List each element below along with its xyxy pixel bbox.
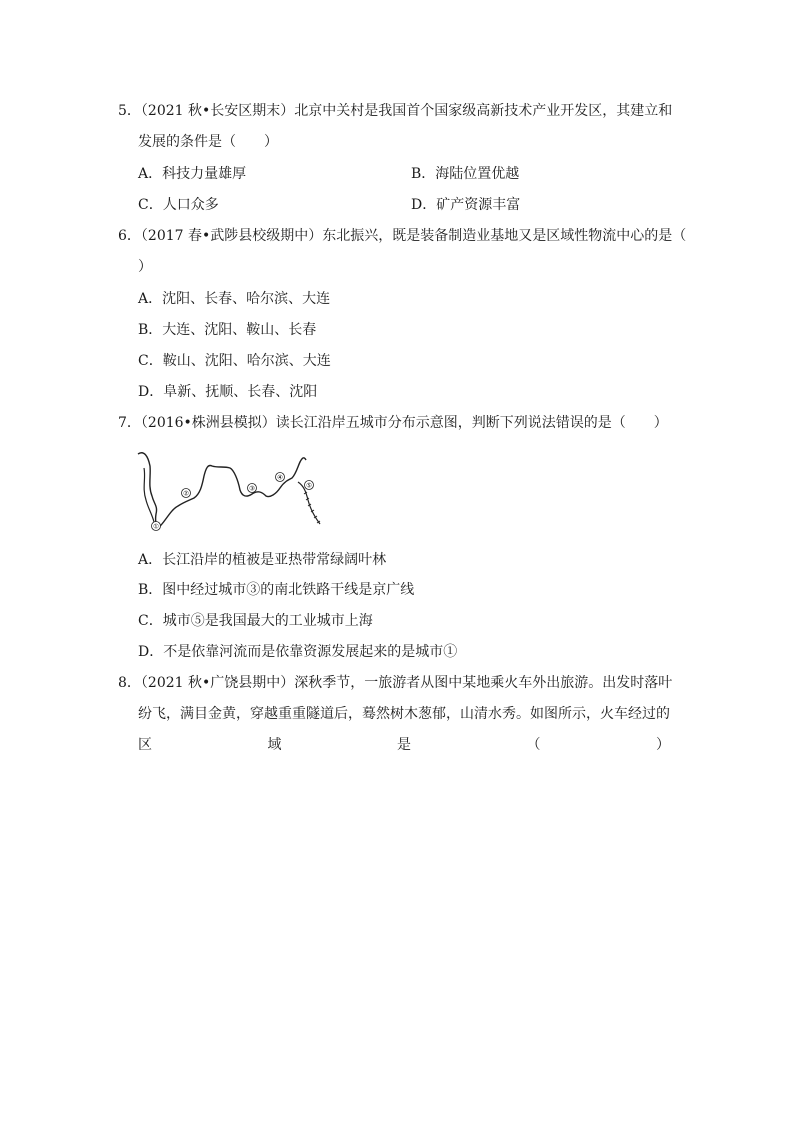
q5-option-c: C．人口众多 (138, 197, 219, 213)
q6-option-d: D．阜新、抚顺、长春、沈阳 (138, 384, 318, 400)
q5-option-a: A．科技力量雄厚 (138, 166, 247, 182)
yangtze-cities-map (134, 448, 330, 536)
coast-hatching (304, 492, 320, 523)
q6-option-a: A．沈阳、长春、哈尔滨、大连 (138, 291, 331, 307)
q5-stem-line2: 发展的条件是（ ） (138, 134, 278, 150)
q8-stem-word-3: 是 (397, 737, 411, 753)
q6-option-b: B．大连、沈阳、鞍山、长春 (138, 322, 317, 338)
city-5-label: ⑤ (306, 481, 312, 490)
q8-stem-line1: 8．（2021 秋•广饶县期中）深秋季节，一旅游者从图中某地乘火车外出旅游。出发时落叶 (118, 675, 673, 691)
city-2-label: ② (183, 489, 189, 498)
q8-stem-word-1: 区 (138, 737, 152, 753)
q5-option-b: B．海陆位置优越 (411, 166, 520, 182)
river-course (138, 453, 306, 528)
q7-option-d: D．不是依靠河流而是依靠资源发展起来的是城市① (138, 644, 458, 660)
q7-option-b: B．图中经过城市③的南北铁路干线是京广线 (138, 582, 415, 598)
q6-stem-line2: ） (138, 259, 152, 275)
q8-answer-paren-open: （ (526, 737, 541, 753)
q5-option-d: D．矿产资源丰富 (411, 197, 521, 213)
q5-stem-line1: 5．（2021 秋•长安区期末）北京中关村是我国首个国家级高新技术产业开发区，其建立和 (118, 103, 673, 119)
q8-stem-line3 (138, 735, 670, 755)
q6-option-c: C．鞍山、沈阳、哈尔滨、大连 (138, 353, 331, 369)
tributary-line (144, 468, 154, 522)
q8-stem-word-2: 域 (267, 737, 282, 753)
city-1-label: ① (153, 522, 159, 531)
q8-stem-line2: 纷飞，满目金黄，穿越重重隧道后，蓦然树木葱郁，山清水秀。如图所示，火车经过的 (138, 706, 670, 722)
city-4-label: ④ (277, 473, 283, 482)
q7-stem-line1: 7．（2016•株洲县模拟）读长江沿岸五城市分布示意图，判断下列说法错误的是（ ） (118, 415, 668, 431)
q8-answer-paren-close: ） (656, 737, 670, 753)
q7-option-c: C．城市⑤是我国最大的工业城市上海 (138, 613, 373, 629)
q6-stem-line1: 6．（2017 春•武陟县校级期中）东北振兴，既是装备制造业基地又是区域性物流中心的是（ (118, 228, 687, 244)
city-3-label: ③ (249, 484, 255, 493)
q7-option-a: A．长江沿岸的植被是亚热带常绿阔叶林 (138, 552, 387, 568)
